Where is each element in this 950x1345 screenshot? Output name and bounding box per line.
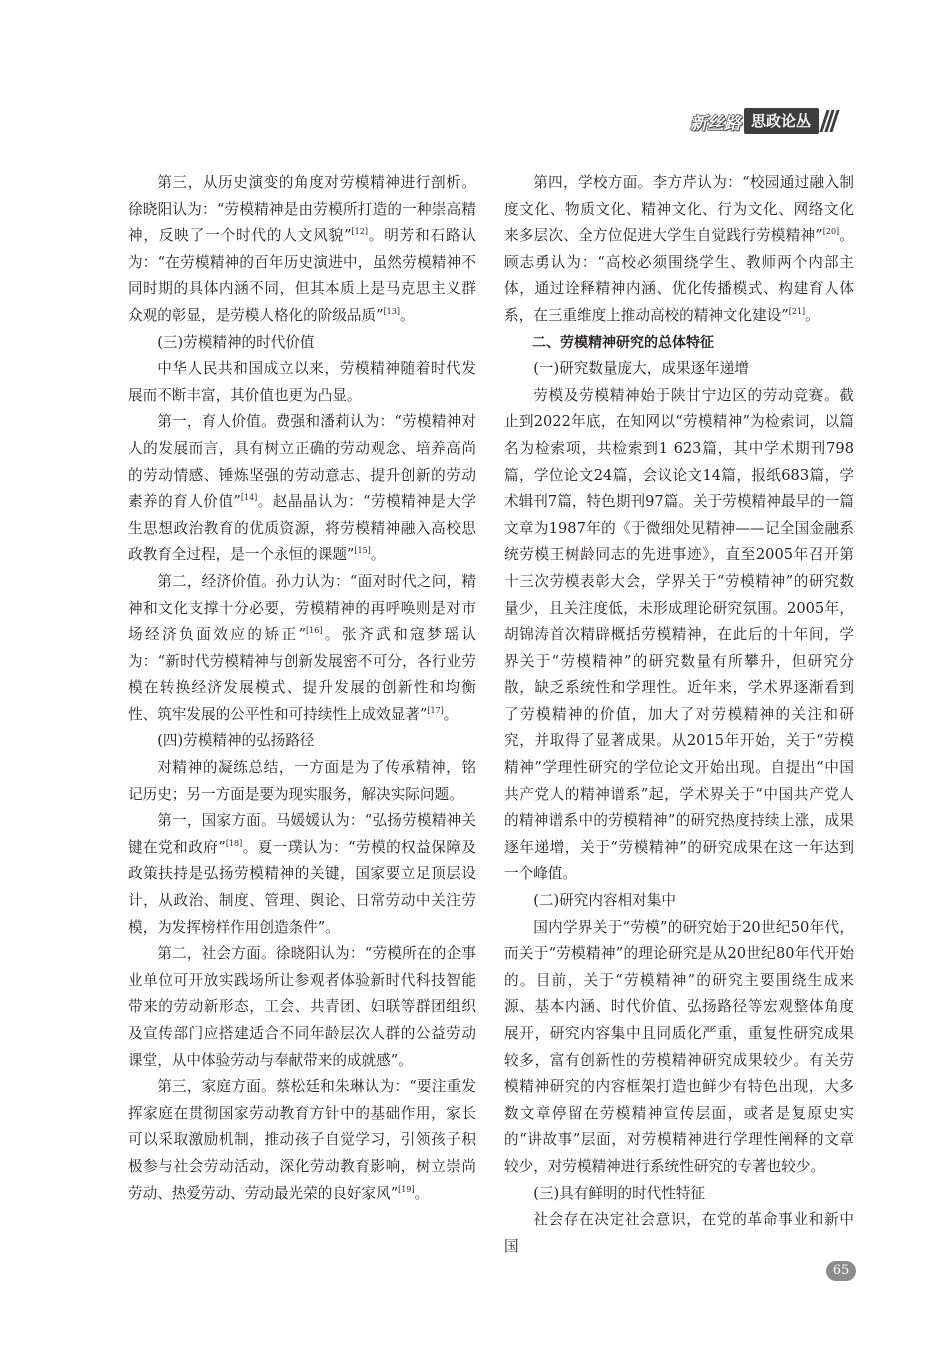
citation[interactable]: [12] [351,227,368,237]
paragraph: 第一，育人价值。费强和潘莉认为：“劳模精神对人的发展而言，具有树立正确的劳动观念、培养高尚的劳动情感、锤炼坚强的劳动意志、提升创新的劳动素养的育人价值”[14]。赵晶晶认为：“劳模精神是大学生思想政治教育的优质资源，将劳模精神融入高校思政教育全过程，是一个永恒的课题”[15]。 [128,413,476,564]
decorative-slashes [823,110,836,132]
paragraph: 第二，社会方面。徐晓阳认为：“劳模所在的企事业单位可开放实践场所让参观者体验新时代科技智能带来的劳动新形态，工会、共青团、妇联等群团组织及宣传部门应搭建适合不同年龄层次人群的公益劳动课堂，从中体验劳动与奉献带来的成就感”。 [128,945,476,1069]
section-heading: (一)研究数量庞大，成果逐年递增 [533,360,749,378]
citation[interactable]: [19] [398,1184,415,1194]
citation[interactable]: [18] [225,838,243,848]
section-heading: (三)劳模精神的时代价值 [157,333,315,351]
section-heading: (四)劳模精神的弘扬路径 [157,732,315,750]
page-number: 65 [826,1261,856,1281]
brand-logo: 新丝路 [690,113,741,134]
citation[interactable]: [13] [383,307,400,317]
paragraph: 社会存在决定社会意识，在党的革命事业和新中国 [504,1211,854,1255]
paragraph: 中华人民共和国成立以来，劳模精神随着时代发展而不断丰富，其价值也更为凸显。 [128,360,476,404]
paragraph: 第四，学校方面。李方芹认为：“校园通过融入制度文化、物质文化、精神文化、行为文化、网络文化来多层次、全方位促进大学生自觉践行劳模精神”[20]。顾志勇认为：“高校必须围绕学生、教师两个内部主体，通过诠释精神内涵、优化传播模式、构建育人体系，在三重维度上推动高校的精神文化建设”[21]。 [504,174,854,324]
citation[interactable]: [17] [427,706,444,716]
paragraph: 国内学界关于“劳模”的研究始于20世纪50年代，而关于“劳模精神”的理论研究是从20世纪80年代开始的。目前，关于“劳模精神”的研究主要围绕生成来源、基本内涵、时代价值、弘扬路径等宏观整体角度展开，研究内容集中且同质化严重，重复性研究成果较多，富有创新性的劳模精神研究成果较少。有关劳模精神研究的内容框架打造也鲜少有特色出现，大多数文章停留在劳模精神宣传层面，或者是复原史实的“讲故事”层面，对劳模精神进行学理性阐释的文章较少，对劳模精神进行系统性研究的专著也较少。 [504,918,854,1175]
citation[interactable]: [20] [822,227,840,237]
citation[interactable]: [21] [788,307,806,317]
paragraph: 第三，家庭方面。蔡松廷和朱琳认为：“要注重发挥家庭在贯彻国家劳动教育方针中的基础作用，家长可以采取激励机制，推动孩子自觉学习，引领孩子积极参与社会劳动活动，深化劳动教育影响，树立崇尚劳动、热爱劳动、劳动最光荣的良好家风”[19]。 [128,1078,476,1202]
major-heading: 二、劳模精神研究的总体特征 [532,334,714,351]
paragraph: 第三，从历史演变的角度对劳模精神进行剖析。徐晓阳认为：“劳模精神是由劳模所打造的一种崇高精神，反映了一个时代的人文风貌”[12]。明芳和石路认为：“在劳模精神的百年历史演进中，虽然劳模精神不同时期的具体内涵不同，但其本质上是马克思主义群众观的彰显，是劳模人格化的阶级品质”[13]。 [128,174,476,324]
citation[interactable]: [16] [306,626,323,636]
paragraph: 劳模及劳模精神始于陕甘宁边区的劳动竞赛。截止到2022年底，在知网以“劳模精神”为检索词，以篇名为检索项，共检索到1 623篇，其中学术期刊798篇，学位论文24篇，会议论文14篇，报纸683篇，学术辑刊7篇，特色期刊97篇。关于劳模精神最早的一篇文章为1987年的《于微细处见精神——记全国金融系统劳模王树龄同志的先进事迹》，直至2005年召开第十三次劳模表彰大会，学界关于“劳模精神”的研究数量少，且关注度低，未形成理论研究氛围。2005年，胡锦涛首次精辟概括劳模精神，在此后的十年间，学界关于“劳模精神”的研究数量有所攀升，但研究分散，缺乏系统性和学理性。近年来，学术界逐渐看到了劳模精神的价值，加大了对劳模精神的关注和研究，并取得了显著成果。从2015年开始，关于“劳模精神”学理性研究的学位论文开始出现。自提出“中国共产党人的精神谱系”起，学术界关于“中国共产党人的精神谱系中的劳模精神”的研究热度持续上涨，成果逐年递增，关于“劳模精神”的研究成果在这一年达到一个峰值。 [504,386,854,883]
paragraph: 第一，国家方面。马媛媛认为：“弘扬劳模精神关键在党和政府”[18]。夏一璞认为：“劳模的权益保障及政策扶持是弘扬劳模精神的关键，国家要立足顶层设计，从政治、制度、管理、舆论、日常劳动中关注劳模，为发挥榜样作用创造条件”。 [128,812,477,936]
column-label: 思政论丛 [744,108,819,134]
journal-header [690,107,836,135]
paragraph: 对精神的凝练总结，一方面是为了传承精神，铭记历史；另一方面是要为现实服务，解决实际问题。 [128,759,476,803]
section-heading: (二)研究内容相对集中 [533,892,676,910]
citation[interactable]: [15] [354,546,371,556]
paragraph: 第二，经济价值。孙力认为：“面对时代之问，精神和文化支撑十分必要，劳模精神的再呼唤则是对市场经济负面效应的矫正”[16]。张齐武和寇梦瑶认为：“新时代劳模精神与创新发展密不可分，各行业劳模在转换经济发展模式、提升发展的创新性和均衡性、筑牢发展的公平性和可持续性上成效显著”[17]。 [128,572,476,723]
citation[interactable]: [14] [240,493,258,503]
section-heading: (三)具有鲜明的时代性特征 [533,1184,706,1202]
right-column [504,170,854,1260]
left-column [128,170,476,1207]
